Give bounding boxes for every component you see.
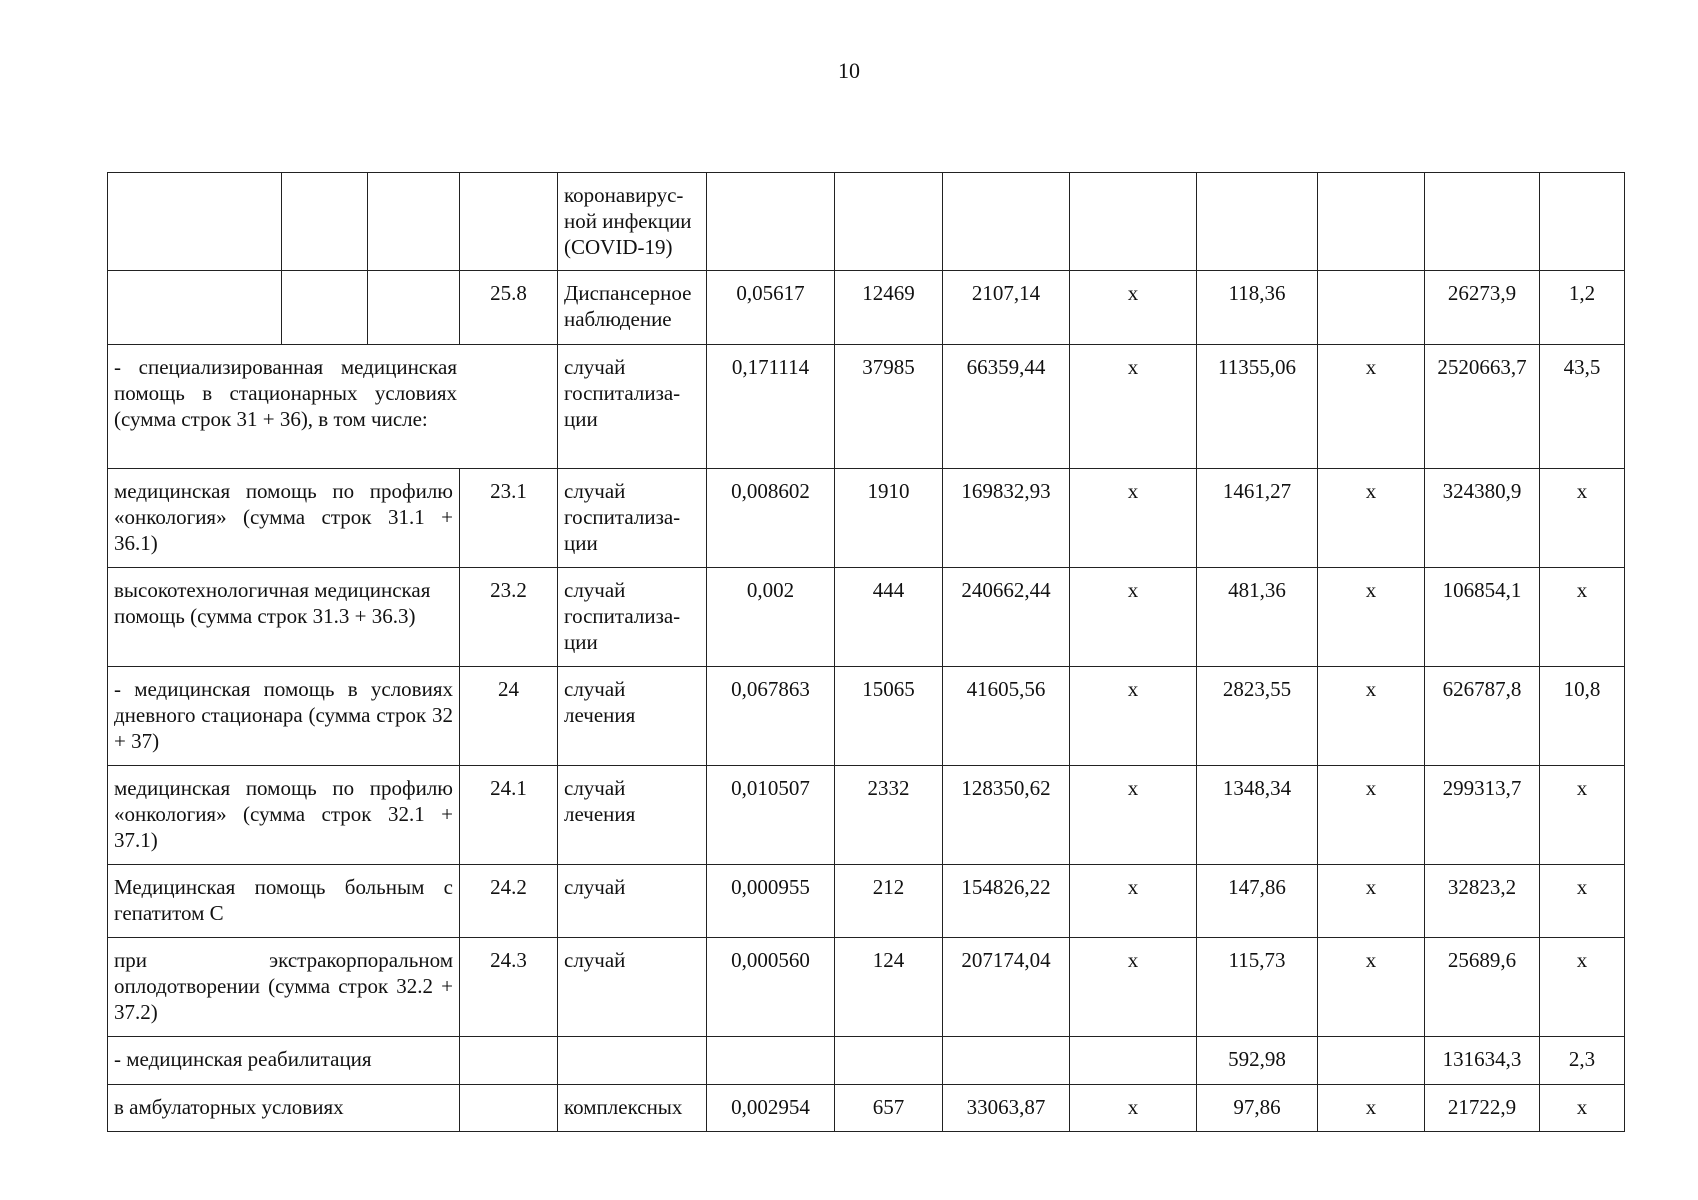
- cell-value: x: [1070, 667, 1197, 766]
- row-type: случай лечения: [558, 667, 707, 766]
- cell-value: 2520663,7: [1425, 345, 1540, 469]
- cell-value: 10,8: [1540, 667, 1625, 766]
- cell-value: 1,2: [1540, 271, 1625, 345]
- cell-value: 15065: [835, 667, 943, 766]
- row-name: медицинская помощь по профилю «онкология» (сумма строк 32.1 + 37.1): [108, 766, 460, 865]
- cell-value: x: [1540, 469, 1625, 568]
- row-name: при экстракорпоральном оплодотворении (сумма строк 32.2 + 37.2): [108, 938, 460, 1037]
- cell-value: x: [1540, 568, 1625, 667]
- table-row: [108, 667, 1625, 766]
- cell-value: x: [1070, 938, 1197, 1037]
- cell-value: 21722,9: [1425, 1085, 1540, 1132]
- row-code: 24.1: [460, 766, 558, 865]
- cell-value: x: [1318, 865, 1425, 938]
- row-name: в амбулаторных условиях: [108, 1085, 460, 1132]
- cell-value: 1348,34: [1197, 766, 1318, 865]
- cell-value: 299313,7: [1425, 766, 1540, 865]
- cell-value: x: [1070, 345, 1197, 469]
- cell-value: 0,000560: [707, 938, 835, 1037]
- cell-value: 1910: [835, 469, 943, 568]
- cell-value: 324380,9: [1425, 469, 1540, 568]
- cell-value: 481,36: [1197, 568, 1318, 667]
- cell-value: 240662,44: [943, 568, 1070, 667]
- cell-value: 118,36: [1197, 271, 1318, 345]
- cell-value: x: [1070, 1085, 1197, 1132]
- cell-value: x: [1540, 766, 1625, 865]
- cell-value: [943, 1037, 1070, 1085]
- table-row: [108, 766, 1625, 865]
- cell-value: 147,86: [1197, 865, 1318, 938]
- cell-value: [707, 1037, 835, 1085]
- row-type: случай лечения: [558, 766, 707, 865]
- table-row: [108, 469, 1625, 568]
- row-type: комплексных: [558, 1085, 707, 1132]
- cell-value: x: [1318, 1085, 1425, 1132]
- cell-value: x: [1318, 568, 1425, 667]
- table-row: [108, 1085, 1625, 1132]
- cell-value: 592,98: [1197, 1037, 1318, 1085]
- cell-value: 2107,14: [943, 271, 1070, 345]
- row-type: коронавирус- ной инфекции (COVID-19): [558, 173, 707, 271]
- row-type: случай госпитализа- ции: [558, 568, 707, 667]
- cell-value: x: [1070, 766, 1197, 865]
- row-code: 24: [460, 667, 558, 766]
- cell-value: x: [1318, 766, 1425, 865]
- data-table: [107, 172, 1625, 1132]
- cell-value: 657: [835, 1085, 943, 1132]
- cell-value: 128350,62: [943, 766, 1070, 865]
- cell-value: 169832,93: [943, 469, 1070, 568]
- cell-value: 26273,9: [1425, 271, 1540, 345]
- row-code: 23.1: [460, 469, 558, 568]
- cell-value: 25689,6: [1425, 938, 1540, 1037]
- row-type: Диспансерное наблюдение: [558, 271, 707, 345]
- cell-value: x: [1070, 568, 1197, 667]
- cell-value: 43,5: [1540, 345, 1625, 469]
- row-code: 25.8: [460, 271, 558, 345]
- table-row: [108, 568, 1625, 667]
- cell-value: 626787,8: [1425, 667, 1540, 766]
- row-name: - медицинская реабилитация: [108, 1037, 460, 1085]
- cell-value: [1318, 1037, 1425, 1085]
- cell-value: 0,05617: [707, 271, 835, 345]
- cell-value: x: [1540, 938, 1625, 1037]
- row-type: случай: [558, 938, 707, 1037]
- row-name: медицинская помощь по профилю «онкология» (сумма строк 31.1 + 36.1): [108, 469, 460, 568]
- row-name: Медицинская помощь больным с гепатитом С: [108, 865, 460, 938]
- cell-value: 12469: [835, 271, 943, 345]
- table-row: [108, 173, 1625, 271]
- cell-value: 124: [835, 938, 943, 1037]
- cell-value: 33063,87: [943, 1085, 1070, 1132]
- cell-value: 212: [835, 865, 943, 938]
- cell-value: x: [1070, 865, 1197, 938]
- row-name: - медицинская помощь в условиях дневного стационара (сумма строк 32 + 37): [108, 667, 460, 766]
- cell-value: 1461,27: [1197, 469, 1318, 568]
- cell-value: 0,067863: [707, 667, 835, 766]
- cell-value: 11355,06: [1197, 345, 1318, 469]
- table-row: [108, 865, 1625, 938]
- row-type: случай госпитализа- ции: [558, 345, 707, 469]
- cell-value: 2332: [835, 766, 943, 865]
- row-name: - специализированная медицинская помощь в стационарных условиях (сумма строк 31 + 36), в том числе:: [108, 345, 558, 469]
- cell-value: x: [1070, 271, 1197, 345]
- cell-value: 0,000955: [707, 865, 835, 938]
- cell-value: x: [1318, 667, 1425, 766]
- table-row: [108, 345, 1625, 469]
- cell-value: x: [1318, 938, 1425, 1037]
- cell-value: 131634,3: [1425, 1037, 1540, 1085]
- cell-value: 0,171114: [707, 345, 835, 469]
- cell-value: 97,86: [1197, 1085, 1318, 1132]
- cell-value: 115,73: [1197, 938, 1318, 1037]
- cell-value: 0,002: [707, 568, 835, 667]
- cell-value: 106854,1: [1425, 568, 1540, 667]
- cell-value: 0,010507: [707, 766, 835, 865]
- row-code: 24.2: [460, 865, 558, 938]
- cell-value: x: [1540, 1085, 1625, 1132]
- cell-value: [1318, 271, 1425, 345]
- row-type: случай госпитализа- ции: [558, 469, 707, 568]
- cell-value: x: [1540, 865, 1625, 938]
- cell-value: [835, 1037, 943, 1085]
- row-code: [460, 1085, 558, 1132]
- cell-value: 66359,44: [943, 345, 1070, 469]
- row-code: [460, 1037, 558, 1085]
- cell-value: [1070, 1037, 1197, 1085]
- cell-value: x: [1318, 345, 1425, 469]
- cell-value: 0,002954: [707, 1085, 835, 1132]
- cell-value: 32823,2: [1425, 865, 1540, 938]
- row-type: случай: [558, 865, 707, 938]
- cell-value: 154826,22: [943, 865, 1070, 938]
- row-type: [558, 1037, 707, 1085]
- row-code: 23.2: [460, 568, 558, 667]
- cell-value: 2823,55: [1197, 667, 1318, 766]
- table-row: [108, 1037, 1625, 1085]
- table-row: [108, 938, 1625, 1037]
- cell-value: x: [1070, 469, 1197, 568]
- table-row: [108, 271, 1625, 345]
- cell-value: x: [1318, 469, 1425, 568]
- page-number: 10: [838, 58, 860, 83]
- cell-value: 41605,56: [943, 667, 1070, 766]
- cell-value: 2,3: [1540, 1037, 1625, 1085]
- cell-value: 0,008602: [707, 469, 835, 568]
- row-code: 24.3: [460, 938, 558, 1037]
- cell-value: 444: [835, 568, 943, 667]
- cell-value: 37985: [835, 345, 943, 469]
- row-name: высокотехнологичная медицинская помощь (сумма строк 31.3 + 36.3): [108, 568, 460, 667]
- cell-value: 207174,04: [943, 938, 1070, 1037]
